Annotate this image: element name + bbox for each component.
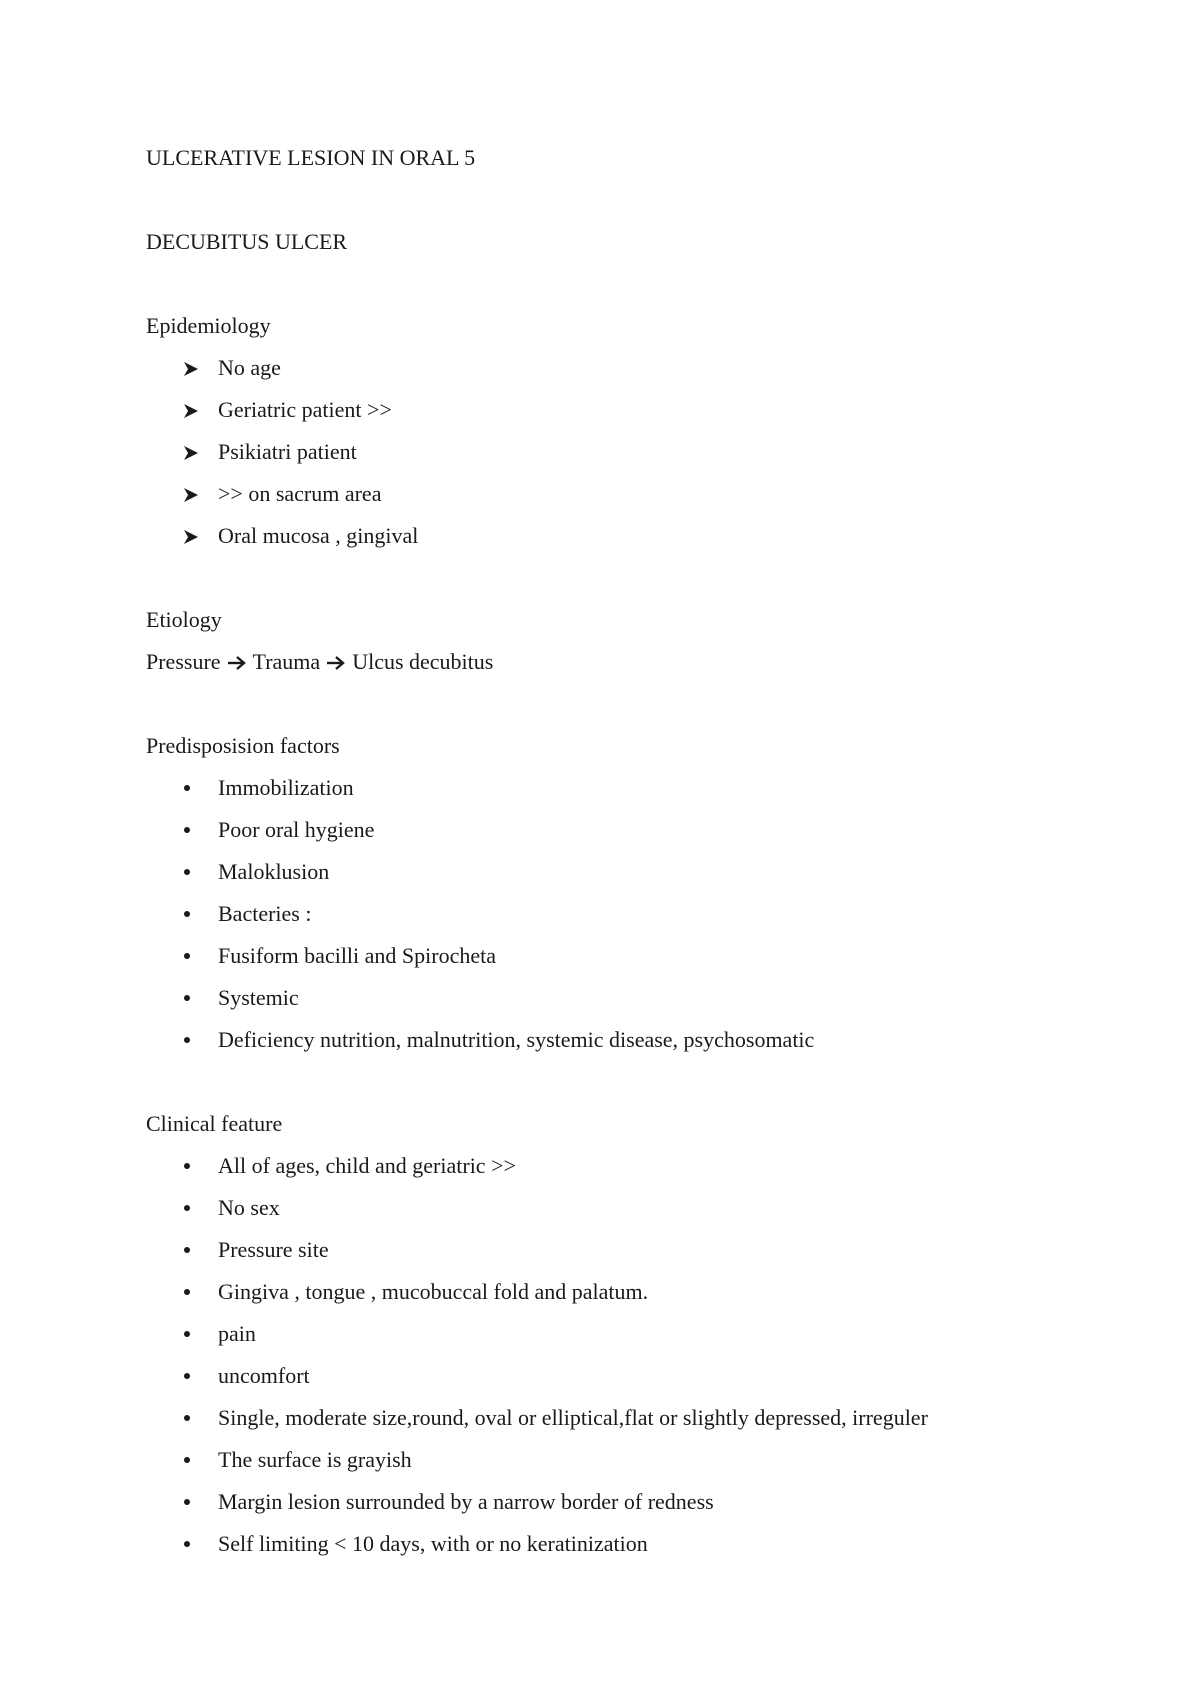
- list-item: [0, 1195, 1200, 1221]
- predisposition-item: Poor oral hygiene: [218, 817, 375, 842]
- list-item: [0, 1321, 1200, 1347]
- bullet-icon: [184, 817, 208, 843]
- clinical-heading: Clinical feature: [146, 1111, 283, 1136]
- predisposition-item: Bacteries :: [218, 901, 312, 926]
- predisposition-item: Fusiform bacilli and Spirocheta: [218, 943, 496, 968]
- bullet-icon: [184, 1363, 208, 1389]
- arrowhead-bullet-icon: [182, 439, 206, 465]
- predisposition-item: Immobilization: [218, 775, 354, 800]
- list-item: [0, 1363, 1200, 1389]
- bullet-icon: [184, 1405, 208, 1431]
- list-item: [0, 901, 1200, 927]
- list-item: [0, 985, 1200, 1011]
- bullet-icon: [184, 859, 208, 885]
- etiology-heading: Etiology: [146, 607, 222, 632]
- arrowhead-bullet-icon: [182, 355, 206, 381]
- clinical-item: All of ages, child and geriatric >>: [218, 1153, 516, 1178]
- etiology-step: Ulcus decubitus: [352, 649, 494, 674]
- list-item: [0, 1153, 1200, 1179]
- epidemiology-item: No age: [218, 355, 281, 380]
- bullet-icon: [184, 901, 208, 927]
- arrowhead-bullet-icon: [182, 481, 206, 507]
- list-item: [0, 943, 1200, 969]
- bullet-icon: [184, 1447, 208, 1473]
- bullet-icon: [184, 985, 208, 1011]
- epidemiology-item: Psikiatri patient: [218, 439, 357, 464]
- list-item: [0, 481, 1200, 507]
- list-item: [0, 397, 1200, 423]
- clinical-item: Self limiting < 10 days, with or no keratinization: [218, 1531, 648, 1556]
- arrowhead-bullet-icon: [182, 523, 206, 549]
- list-item: [0, 817, 1200, 843]
- bullet-icon: [184, 1279, 208, 1305]
- etiology-step: Trauma: [252, 649, 321, 674]
- epidemiology-heading: Epidemiology: [146, 313, 271, 338]
- bullet-icon: [184, 943, 208, 969]
- bullet-icon: [184, 1321, 208, 1347]
- predisposition-heading: Predisposision factors: [146, 733, 340, 758]
- bullet-icon: [184, 1153, 208, 1179]
- document-subtitle: DECUBITUS ULCER: [146, 229, 348, 254]
- predisposition-item: Deficiency nutrition, malnutrition, systemic disease, psychosomatic: [218, 1027, 815, 1052]
- clinical-item: Gingiva , tongue , mucobuccal fold and palatum.: [218, 1279, 649, 1304]
- clinical-item: No sex: [218, 1195, 280, 1220]
- predisposition-item: Maloklusion: [218, 859, 330, 884]
- list-item: [0, 1489, 1200, 1515]
- list-item: [0, 439, 1200, 465]
- bullet-icon: [184, 1489, 208, 1515]
- bullet-icon: [184, 1237, 208, 1263]
- list-item: [0, 859, 1200, 885]
- right-arrow-icon: [227, 651, 247, 677]
- bullet-icon: [184, 775, 208, 801]
- clinical-item: uncomfort: [218, 1363, 310, 1388]
- epidemiology-item: Geriatric patient >>: [218, 397, 392, 422]
- list-item: [0, 1237, 1200, 1263]
- list-item: [0, 355, 1200, 381]
- list-item: [0, 775, 1200, 801]
- bullet-icon: [184, 1195, 208, 1221]
- list-item: [0, 1279, 1200, 1305]
- list-item: [0, 1531, 1200, 1557]
- epidemiology-item: >> on sacrum area: [218, 481, 382, 506]
- clinical-item: pain: [218, 1321, 256, 1346]
- epidemiology-item: Oral mucosa , gingival: [218, 523, 419, 548]
- right-arrow-icon: [326, 651, 346, 677]
- clinical-item: Pressure site: [218, 1237, 329, 1262]
- etiology-step: Pressure: [146, 649, 221, 674]
- list-item: [0, 1027, 1200, 1053]
- clinical-item: Margin lesion surrounded by a narrow border of redness: [218, 1489, 714, 1514]
- list-item: [0, 1447, 1200, 1473]
- bullet-icon: [184, 1027, 208, 1053]
- list-item: [0, 523, 1200, 549]
- arrowhead-bullet-icon: [182, 397, 206, 423]
- clinical-item: The surface is grayish: [218, 1447, 412, 1472]
- predisposition-item: Systemic: [218, 985, 299, 1010]
- etiology-chain: [146, 649, 493, 677]
- document-title: ULCERATIVE LESION IN ORAL 5: [146, 145, 476, 170]
- clinical-item: Single, moderate size,round, oval or elliptical,flat or slightly depressed, irreguler: [218, 1405, 928, 1430]
- bullet-icon: [184, 1531, 208, 1557]
- list-item: [0, 1405, 1200, 1431]
